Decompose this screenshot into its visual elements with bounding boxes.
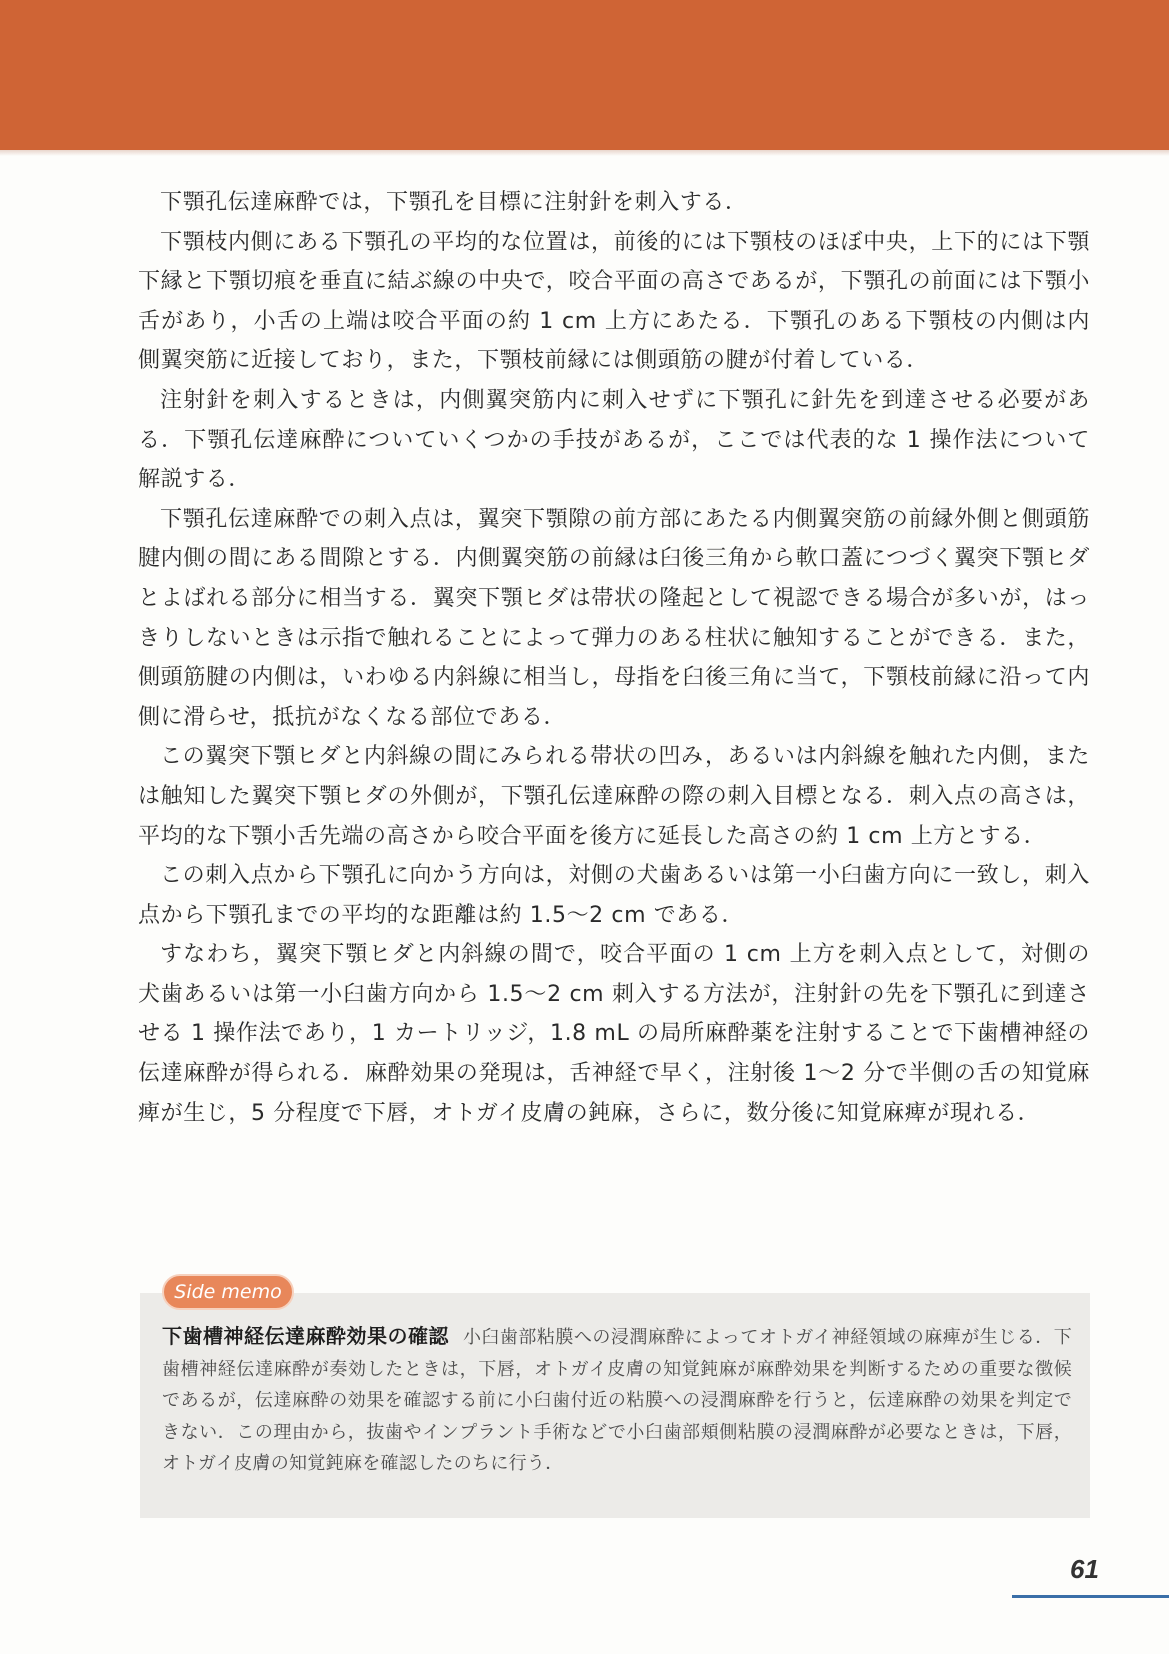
body-paragraph-1: 下顎孔伝達麻酔では，下顎孔を目標に注射針を刺入する． xyxy=(160,190,748,215)
body-paragraph-2: 下顎枝内側にある下顎孔の平均的な位置は，前後的には下顎枝のほぼ中央，上下的には下顎下縁と下顎切痕を垂直に結ぶ線の中央で，咬合平面の高さであるが，下顎孔の前面には下顎小舌があり，小舌の上端は咬合平面の約 1 cm 上方にあたる．下顎孔のある下顎枝の内側は内側翼突筋に近接しており，また，下顎枝前縁には側頭筋の腱が付着している． xyxy=(138,229,1090,374)
header-band xyxy=(0,0,1169,150)
side-memo-title: 下歯槽神経伝達麻酔効果の確認 xyxy=(162,1324,449,1348)
header-shadow xyxy=(0,150,1169,156)
side-memo-text: 小臼歯部粘膜への浸潤麻酔によってオトガイ神経領域の麻痺が生じる．下歯槽神経伝達麻酔が奏効したときは，下唇，オトガイ皮膚の知覚鈍麻が麻酔効果を判断するための重要な徴候であるが，伝達麻酔の効果を確認する前に小臼歯付近の粘膜への浸潤麻酔を行うと，伝達麻酔の効果を判定できない．この理由から，抜歯やインプラント手術などで小臼歯部頬側粘膜の浸潤麻酔が必要なときは，下唇，オトガイ皮膚の知覚鈍麻を確認したのちに行う． xyxy=(162,1327,1072,1474)
side-memo-body xyxy=(162,1321,1072,1480)
page-number-rule xyxy=(1012,1595,1169,1598)
body-paragraph-4: 下顎孔伝達麻酔での刺入点は，翼突下顎隙の前方部にあたる内側翼突筋の前縁外側と側頭筋腱内側の間にある間隙とする．内側翼突筋の前縁は臼後三角から軟口蓋につづく翼突下顎ヒダとよばれる部分に相当する．翼突下顎ヒダは帯状の隆起として視認できる場合が多いが，はっきりしないときは示指で触れることによって弾力のある柱状に触知することができる．また，側頭筋腱の内側は，いわゆる内斜線に相当し，母指を臼後三角に当て，下顎枝前縁に沿って内側に滑らせ，抵抗がなくなる部位である． xyxy=(138,506,1090,730)
body-paragraph-5: この翼突下顎ヒダと内斜線の間にみられる帯状の凹み，あるいは内斜線を触れた内側，または触知した翼突下顎ヒダの外側が，下顎孔伝達麻酔の際の刺入目標となる．刺入点の高さは，平均的な下顎小舌先端の高さから咬合平面を後方に延長した高さの約 1 cm 上方とする． xyxy=(138,744,1090,849)
side-memo-tag: Side memo xyxy=(162,1274,294,1310)
body-paragraph-6: この刺入点から下顎孔に向かう方向は，対側の犬歯あるいは第一小臼歯方向に一致し，刺入点から下顎孔までの平均的な距離は約 1.5～2 cm である． xyxy=(138,863,1090,928)
page-number: 61 xyxy=(1070,1554,1099,1584)
body-text xyxy=(138,183,1090,1133)
body-paragraph-7: すなわち，翼突下顎ヒダと内斜線の間で，咬合平面の 1 cm 上方を刺入点として，対側の犬歯あるいは第一小臼歯方向から 1.5～2 cm 刺入する方法が，注射針の先を下顎孔に到達させる 1 操作法であり，1 カートリッジ，1.8 mL の局所麻酔薬を注射することで下歯槽神経の伝達麻酔が得られる．麻酔効果の発現は，舌神経で早く，注射後 1～2 分で半側の舌の知覚麻痺が生じ，5 分程度で下唇，オトガイ皮膚の鈍麻，さらに，数分後に知覚麻痺が現れる． xyxy=(138,942,1090,1126)
body-paragraph-3: 注射針を刺入するときは，内側翼突筋内に刺入せずに下顎孔に針先を到達させる必要がある．下顎孔伝達麻酔についていくつかの手技があるが，ここでは代表的な 1 操作法について解説する． xyxy=(138,387,1090,493)
